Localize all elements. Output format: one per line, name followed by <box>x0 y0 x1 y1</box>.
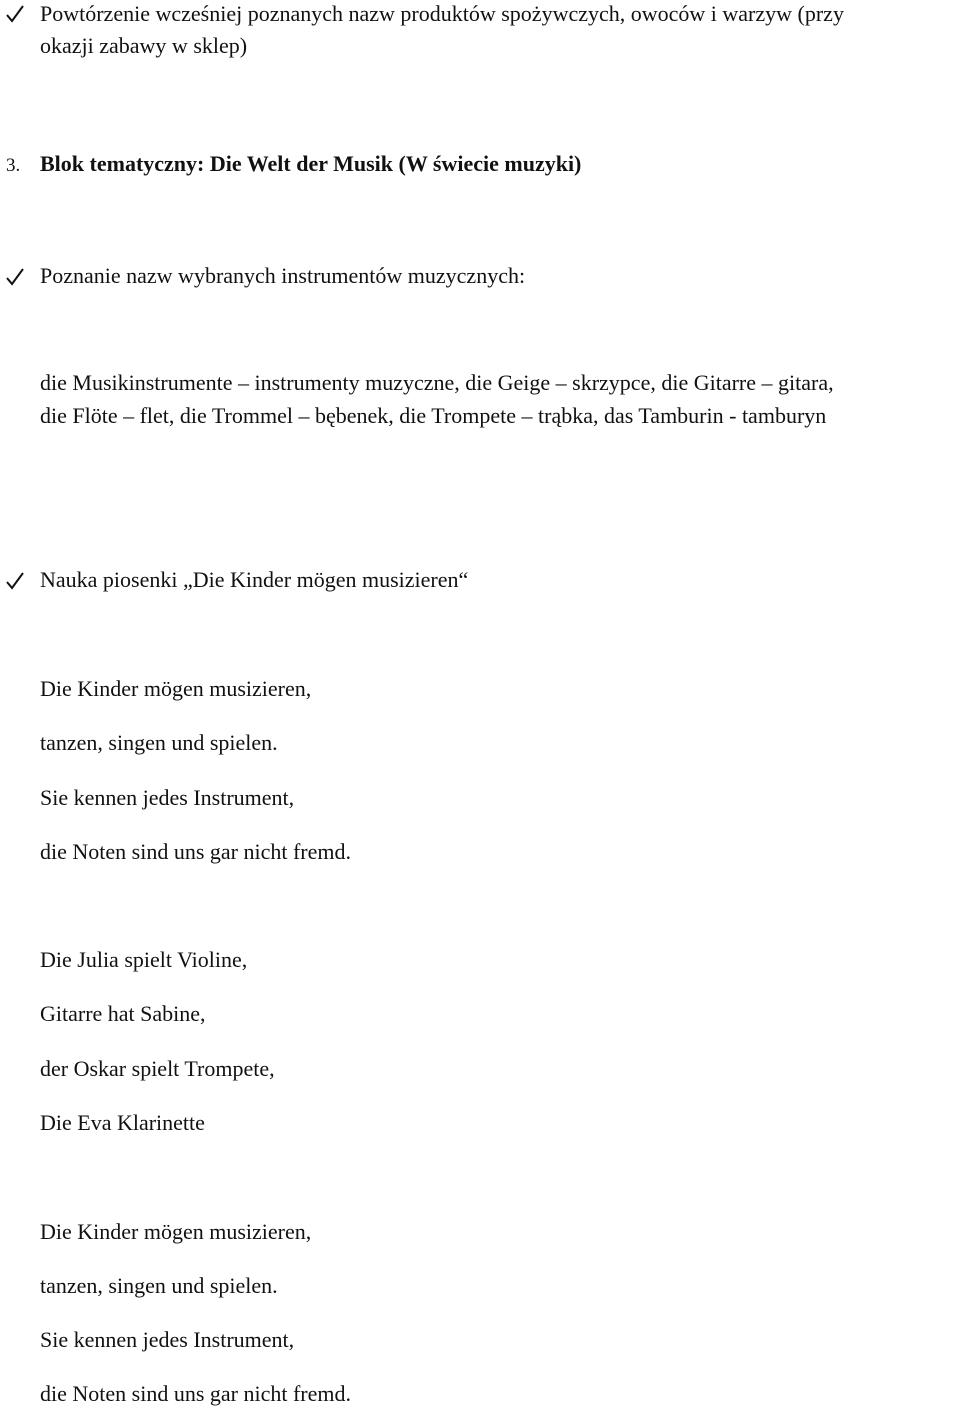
song-line: Die Kinder mögen musizieren, <box>40 1219 312 1244</box>
vocabulary-line-2: die Flöte – flet, die Trommel – bębenek, die Trompete – trąbka, das Tamburin - tamburyn <box>40 403 827 428</box>
section-heading: Blok tematyczny: Die Welt der Musik (W świecie muzyki) <box>40 151 582 176</box>
intro-item-line-1: Powtórzenie wcześniej poznanych nazw produktów spożywczych, owoców i warzyw (przy <box>40 1 844 26</box>
song-line: tanzen, singen und spielen. <box>40 730 278 755</box>
song-line: Sie kennen jedes Instrument, <box>40 785 295 810</box>
song-item-label: Nauka piosenki „Die Kinder mögen musizieren“ <box>40 567 469 592</box>
song-line: tanzen, singen und spielen. <box>40 1273 278 1298</box>
song-line: Die Julia spielt Violine, <box>40 947 248 972</box>
song-line: die Noten sind uns gar nicht fremd. <box>40 1381 351 1406</box>
song-line: Sie kennen jedes Instrument, <box>40 1327 295 1352</box>
checkmark-icon <box>4 570 26 592</box>
vocabulary-line-1: die Musikinstrumente – instrumenty muzyczne, die Geige – skrzypce, die Gitarre – gitara, <box>40 370 834 395</box>
instruments-item-label: Poznanie nazw wybranych instrumentów muzycznych: <box>40 263 526 288</box>
song-line: Die Kinder mögen musizieren, <box>40 676 312 701</box>
intro-item-line-2: okazji zabawy w sklep) <box>40 33 248 58</box>
section-number: 3. <box>6 155 21 176</box>
checkmark-icon <box>4 266 26 288</box>
song-line: die Noten sind uns gar nicht fremd. <box>40 839 351 864</box>
song-line: Gitarre hat Sabine, <box>40 1001 206 1026</box>
song-line: der Oskar spielt Trompete, <box>40 1056 275 1081</box>
song-line: Die Eva Klarinette <box>40 1110 205 1135</box>
checkmark-icon <box>4 3 26 25</box>
